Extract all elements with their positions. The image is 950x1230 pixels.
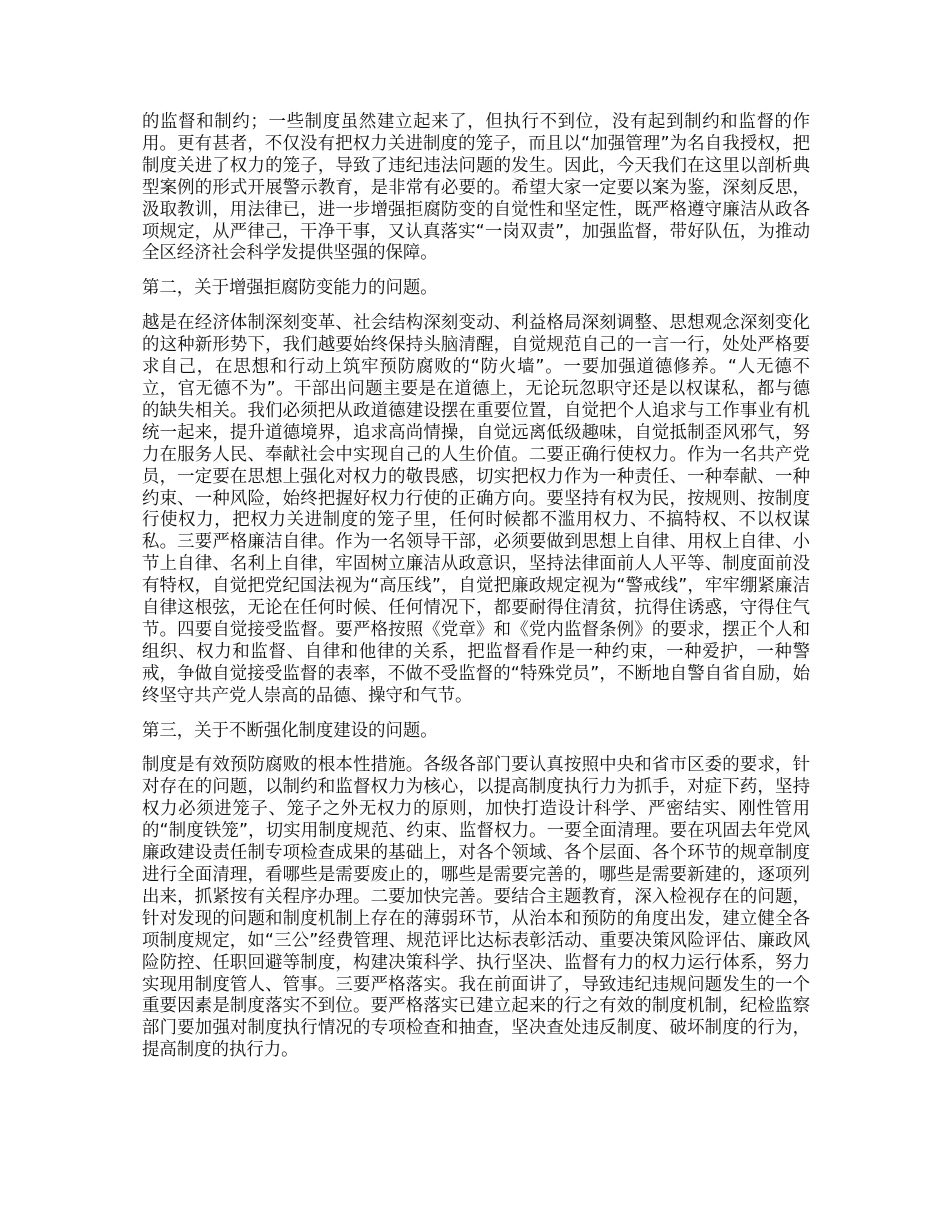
- document-page: [142, 112, 810, 1075]
- section-heading: 第二，关于增强拒腐防变能力的问题。: [142, 278, 438, 299]
- body-paragraph: 制度是有效预防腐败的根本性措施。各级各部门要认真按照中央和省市区委的要求，针对存在的问题，以制约和监督权力为核心，以提高制度执行力为抓手，对症下药，坚持权力必须进笼子、笼子之外无权力的原则，加快打造设计科学、严密结实、刚性管用的“制度铁笼”，切实用制度规范、约束、监督权力。一要全面清理。要在巩固去年党风廉政建设责任制专项检查成果的基础上，对各个领域、各个层面、各个环节的规章制度进行全面清理，看哪些是需要废止的，哪些是需要完善的，哪些是需要新建的，逐项列出来，抓紧按有关程序办理。二要加快完善。要结合主题教育，深入检视存在的问题，针对发现的问题和制度机制上存在的薄弱环节，从治本和预防的角度出发，建立健全各项制度规定，如“三公”经费管理、规范评比达标表彰活动、重要决策风险评估、廉政风险防控、任职回避等制度，构建决策科学、执行坚决、监督有力的权力运行体系，努力实现用制度管人、管事。三要严格落实。我在前面讲了，导致违纪违规问题发生的一个重要因素是制度落实不到位。要严格落实已建立起来的行之有效的制度机制，纪检监察部门要加强对制度执行情况的专项检查和抽查，坚决查处违反制度、破坏制度的行为，提高制度的执行力。: [142, 755, 810, 1061]
- section-heading: 第三，关于不断强化制度建设的问题。: [142, 720, 438, 741]
- body-paragraph: 的监督和制约；一些制度虽然建立起来了，但执行不到位，没有起到制约和监督的作用。更有甚者，不仅没有把权力关进制度的笼子，而且以“加强管理”为名自我授权，把制度关进了权力的笼子，导致了违纪违法问题的发生。因此，今天我们在这里以剖析典型案例的形式开展警示教育，是非常有必要的。希望大家一定要以案为鉴，深刻反思，汲取教训，用法律已，进一步增强拒腐防变的自觉性和坚定性，既严格遵守廉洁从政各项规定，从严律己，干净干事，又认真落实“一岗双责”，加强监督，带好队伍，为推动全区经济社会科学发提供坚强的保障。: [142, 112, 810, 264]
- body-paragraph: 越是在经济体制深刻变革、社会结构深刻变动、利益格局深刻调整、思想观念深刻变化的这种新形势下，我们越要始终保持头脑清醒，自觉规范自己的一言一行，处处严格要求自己，在思想和行动上筑牢预防腐败的“防火墙”。一要加强道德修养。“人无德不立，官无德不为”。干部出问题主要是在道德上，无论玩忽职守还是以权谋私，都与德的缺失相关。我们必须把从政道德建设摆在重要位置，自觉把个人追求与工作事业有机统一起来，提升道德境界，追求高尚情操，自觉远离低级趣味，自觉抵制歪风邪气，努力在服务人民、奉献社会中实现自己的人生价值。二要正确行使权力。作为一名共产党员，一定要在思想上强化对权力的敬畏感，切实把权力作为一种责任、一种奉献、一种约束、一种风险，始终把握好权力行使的正确方向。要坚持有权为民，按规则、按制度行使权力，把权力关进制度的笼子里，任何时候都不滥用权力、不搞特权、不以权谋私。三要严格廉洁自律。作为一名领导干部，必须要做到思想上自律、用权上自律、小节上自律、名利上自律，牢固树立廉洁从政意识，坚持法律面前人人平等、制度面前没有特权，自觉把党纪国法视为“高压线”，自觉把廉政规定视为“警戒线”，牢牢绷紧廉洁自律这根弦，无论在任何时候、任何情况下，都要耐得住清贫，抗得住诱惑，守得住气节。四要自觉接受监督。要严格按照《党章》和《党内监督条例》的要求，摆正个人和组织、权力和监督、自律和他律的关系，把监督看作是一种约束，一种爱护，一种警戒，争做自觉接受监督的表率，不做不受监督的“特殊党员”，不断地自警自省自励，始终坚守共产党人崇高的品德、操守和气节。: [142, 313, 810, 706]
